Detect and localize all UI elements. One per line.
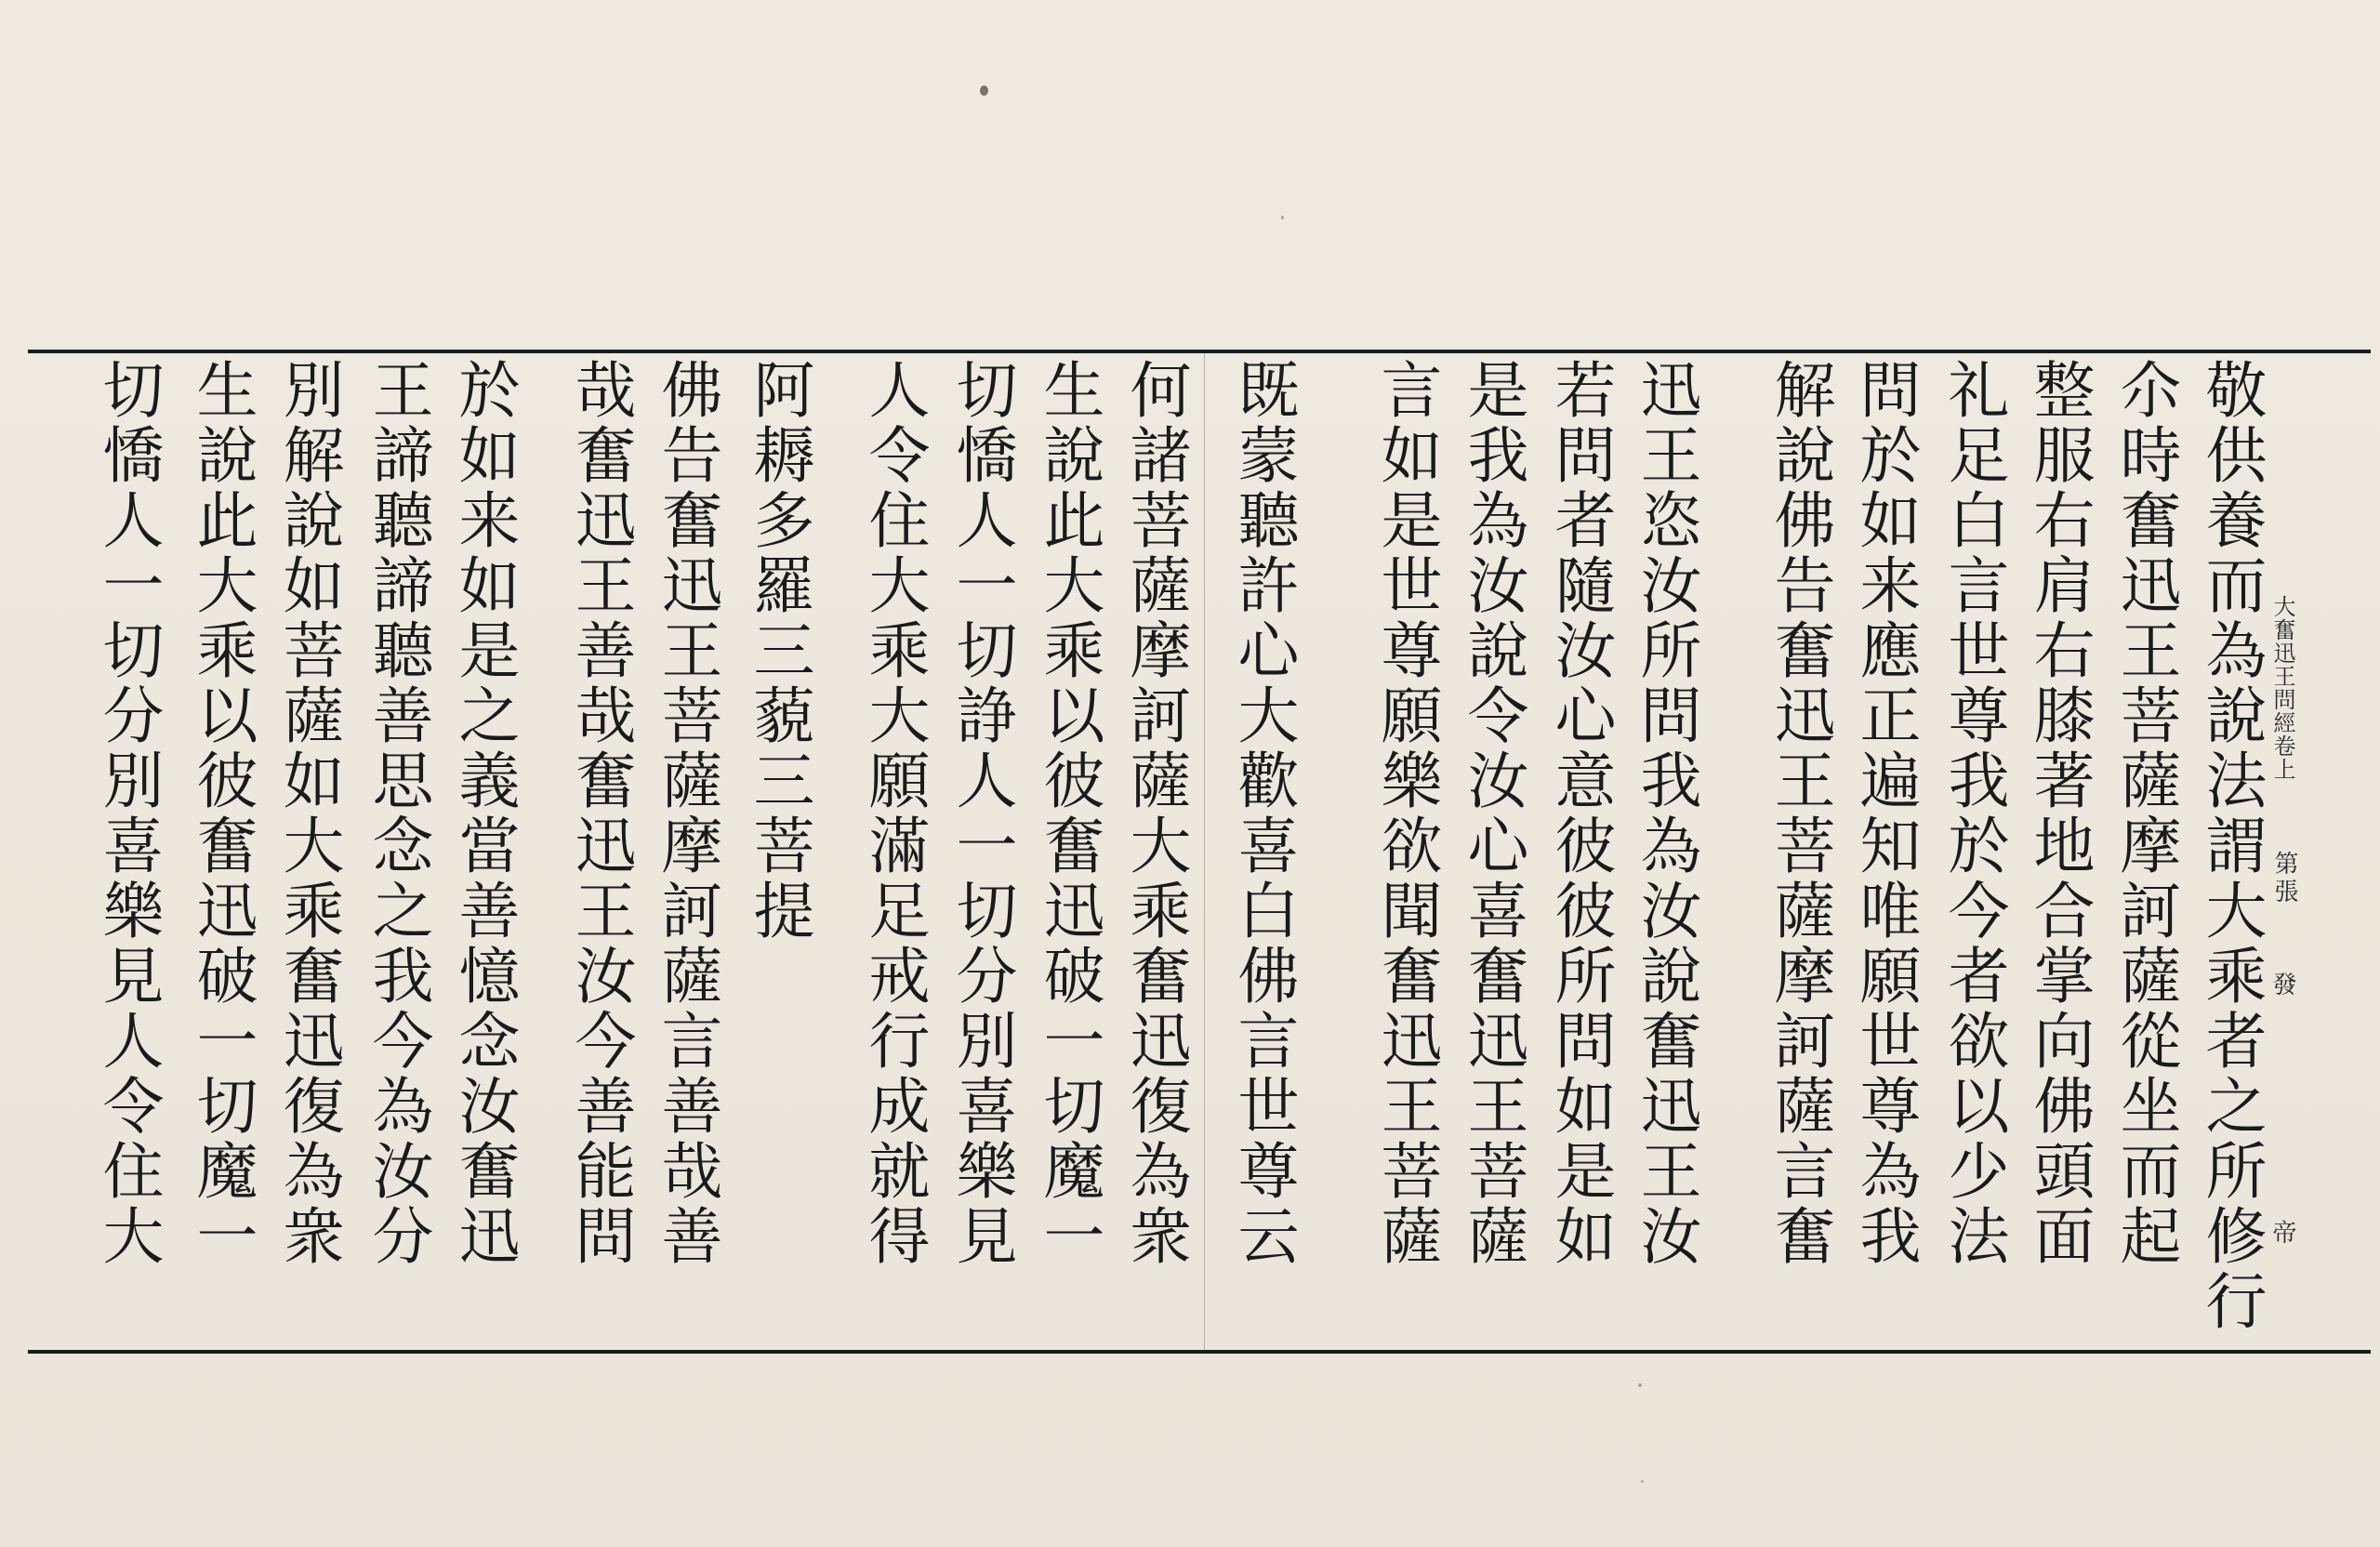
text-column-1: 敬供養而為說法謂大乘者之所修行: [2195, 358, 2267, 1334]
margin-mark-2: 帝: [2268, 1220, 2296, 1244]
text-column-14: 切憍人一切諍人一切分別喜樂見: [945, 358, 1017, 1269]
paper-speck: [1641, 1480, 1644, 1483]
text-column-20: 王諦聽諦聽善思念之我今為汝分: [362, 358, 433, 1269]
text-column-15: 人令住大乘大願滿足戒行成就得: [858, 358, 930, 1269]
text-column-23: 切憍人一切分別喜樂見人令住大: [92, 358, 164, 1269]
top-border-line: [28, 350, 2371, 353]
text-column-6: 解說佛告奮迅王菩薩摩訶薩言奮: [1764, 358, 1835, 1269]
paper-speck: [980, 86, 988, 96]
bottom-border-line: [28, 1350, 2371, 1354]
margin-mark-1: 發: [2268, 972, 2296, 996]
text-column-9: 是我為汝說令汝心喜奮迅王菩薩: [1457, 358, 1528, 1269]
text-column-3: 整服右肩右膝著地合掌向佛頭面: [2023, 358, 2095, 1269]
text-column-8: 若問者隨汝心意彼彼所問如是如: [1544, 358, 1616, 1269]
text-column-16: 阿耨多羅三藐三菩提: [743, 358, 814, 944]
text-column-5: 問於如来應正遍知唯願世尊為我: [1849, 358, 1921, 1269]
text-column-19: 於如来如是之義當善憶念汝奮迅: [448, 358, 520, 1269]
paper-speck: [1281, 216, 1284, 219]
text-column-13: 生說此大乘以彼奮迅破一切魔一: [1033, 358, 1104, 1269]
text-column-12: 何諸菩薩摩訶薩大乘奮迅復為衆: [1119, 358, 1191, 1269]
text-column-7: 迅王恣汝所問我為汝說奮迅王汝: [1630, 358, 1701, 1269]
text-column-17: 佛告奮迅王菩薩摩訶薩言善哉善: [651, 358, 722, 1269]
text-column-10: 言如是世尊願樂欲聞奮迅王菩薩: [1370, 358, 1442, 1269]
center-fold-line: [1204, 353, 1205, 1350]
margin-sheet-number: 第張: [2270, 851, 2298, 906]
text-column-21: 別解說如菩薩如大乘奮迅復為衆: [272, 358, 344, 1269]
text-column-4: 礼足白言世尊我於今者欲以少法: [1937, 358, 2009, 1269]
paper-speck: [1638, 1383, 1642, 1387]
text-column-11: 既蒙聽許心大歡喜白佛言世尊云: [1227, 358, 1299, 1269]
text-column-18: 哉奮迅王善哉奮迅王汝今善能問: [564, 358, 636, 1269]
margin-title: 大奮迅王問經卷上: [2269, 595, 2295, 781]
text-column-22: 生說此大乘以彼奮迅破一切魔一: [186, 358, 258, 1269]
text-column-2: 尒時奮迅王菩薩摩訶薩從坐而起: [2109, 358, 2181, 1269]
